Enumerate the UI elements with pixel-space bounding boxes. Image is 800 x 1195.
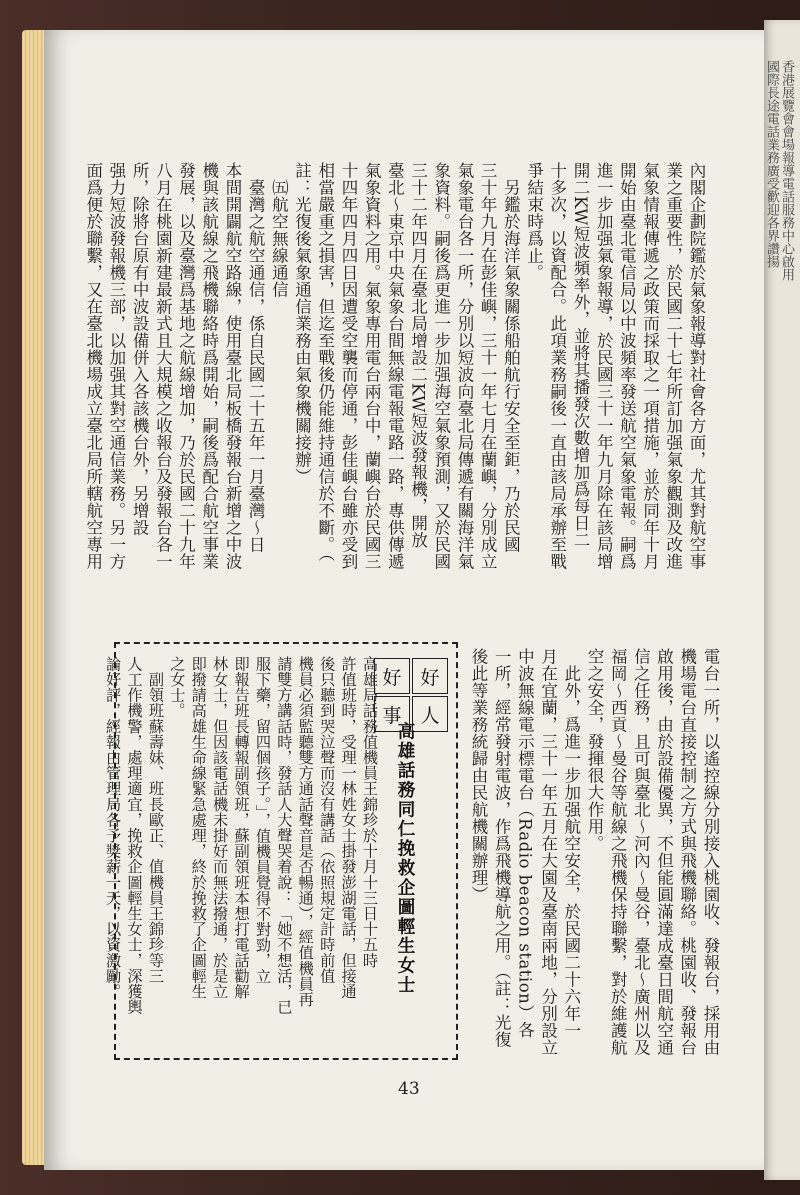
text-column: 一所，經常發射電波，作爲飛機導航之用。（註：光復: [492, 648, 512, 1048]
text-column: 爭結束時爲止。: [524, 162, 544, 281]
stamp-char-3: 好: [374, 658, 410, 694]
text-column: 後此等業務統歸由民航機關辦理）: [468, 648, 488, 903]
text-column: 空之安全，發揮很大作用。: [584, 648, 604, 852]
text-column: 福岡～西貢～曼谷等航線之飛機保持聯繫，對於維護航: [608, 648, 628, 1056]
text-column: 信之任務，且可與臺北～河內～曼谷，臺北～廣州以及: [631, 648, 651, 1056]
text-column: ㈤航空無線通信: [269, 162, 289, 298]
next-page-ghost-text: 香港展覽會會場報導電話服務中心啟用 國際長途電話業務廣受歡迎各界讚揚: [764, 60, 794, 281]
notice-title: 高雄話務同仁挽救企圖輕生女士: [395, 722, 415, 995]
text-column: 面爲便於聯繫，又在臺北機場成立臺北局所轄航空專用: [83, 162, 103, 570]
text-column: 後只聽到哭泣聲而沒有講話（依照規定計時前值: [318, 656, 337, 984]
text-column: 十四年四月四日因遭受空襲而停通，彭佳嶼台雖亦受到: [338, 162, 358, 570]
text-column: 强力短波發報機三部，以加强其對空通信業務。另一方: [106, 162, 126, 570]
text-column: 相當嚴重之損害，但迄至戰後仍能維持通信於不斷。（: [315, 162, 335, 562]
text-column: 許值班時，受理一林姓女士掛發澎湖電話，但接通: [339, 656, 358, 1000]
text-column: 論好評，經報由管理局各予獎薪一天，以資激勵。: [104, 656, 123, 1000]
text-column: 進一步加强氣象報導，於民國三十一年九月除在該局增: [594, 162, 614, 570]
text-column: 即報告班長轉報副領班，蘇副領班本想打電話勸解: [232, 656, 251, 1000]
text-column: 臺北～東京中央氣象台間無線電報電路一路，專供傳遞: [385, 162, 405, 570]
text-column: 註：光復後氣象通信業務由氣象機關接辦）: [292, 162, 312, 485]
text-column: 中波無線電示標電台（Radio beacon station）各: [515, 648, 535, 1039]
text-column: 請雙方講話時，發話人大聲哭着說：「她不想活，已: [275, 656, 294, 1015]
text-column: 之女士。: [168, 656, 187, 719]
text-column: 此外，爲進一步加强航空安全，於民國二十六年一: [561, 648, 581, 1039]
text-column: 十多次，以資配合。此項業務嗣後一直由該局承辦至戰: [547, 162, 567, 570]
text-column: 高雄局話務值機員王錦珍於十月十三日十五時: [361, 656, 379, 968]
text-column: 三十二年四月在臺北局增設二KW短波發報機，開放: [408, 162, 428, 549]
text-column: 服下藥，留四個孩子。」，值機員覺得不對勁，立: [253, 656, 272, 984]
text-column: 三十年九月在彭佳嶼，三十一年七月在蘭嶼，分別成立: [478, 162, 498, 570]
text-column: 開始由臺北電信局以中波頻率發送航空氣象電報。嗣爲: [617, 162, 637, 570]
text-column: 所，除將台原有中波設備併入各該機台外，另增設: [130, 162, 150, 536]
text-column: 氣象情報傳遞之政策而採取之一項措施，並於同年十月: [640, 162, 660, 570]
text-column: 臺灣之航空通信，係自民國二十五年一月臺灣～日: [246, 162, 266, 553]
next-page-strip: [764, 20, 800, 1180]
text-column: 月在宜蘭，三十一年五月在大園及臺南兩地，分別設立: [538, 648, 558, 1056]
text-column: 人工作機警，處理適宜，挽救企圖輕生女士，深獲輿: [125, 656, 144, 1015]
text-column: 八月在桃園新建最新式且大規模之收報台及發報台各一: [153, 162, 173, 570]
stamp-char-4: 事: [374, 696, 410, 732]
text-column: 機場電台直接控制之方式與飛機聯絡。桃園收、發報台: [677, 648, 697, 1056]
stamp-char-1: 好: [412, 658, 448, 694]
text-column: 象資料。嗣後爲更進一步加强海空氣象預測，又於民國: [431, 162, 451, 570]
text-column: 機與該航線之飛機聯絡時爲開始，嗣後爲配合航空事業: [199, 162, 219, 570]
text-column: 業之重要性，於民國二十七年所訂加强氣象觀測及改進: [663, 162, 683, 570]
page-number: 43: [398, 1079, 420, 1099]
text-column: 內閣企劃院鑑於氣象報導對社會各方面，尤其對航空事: [687, 162, 706, 570]
text-column: 電台一所，以遙控線分別接入桃園收、發報台，採用由: [701, 648, 720, 1056]
lower-right-text-block: [468, 648, 722, 1056]
text-column: 氣象電台各一所，分別以短波向臺北局傳遞有關海洋氣: [454, 162, 474, 570]
text-column: 啟用後，由於設備優異，不但能圓滿達成臺日間航空通: [654, 648, 674, 1056]
stamp-char-2: 人: [412, 696, 448, 732]
text-column: 氣象資料之用。氣象專用電台兩台中，蘭嶼台於民國三: [362, 162, 382, 570]
text-column: 即撥請高雄生命線緊急處理，終於挽救了企圖輕生: [189, 656, 208, 1000]
text-column: 本間開闢航空路線，使用臺北局板橋發報台新增之中波: [222, 162, 242, 570]
text-column: 發展，以及臺灣爲基地之航線增加，乃於民國二十九年: [176, 162, 196, 570]
notice-body: [104, 656, 380, 1048]
upper-text-block: [83, 162, 708, 624]
text-column: 機員必須監聽雙方通話聲音是否暢通），經值機員再: [296, 656, 315, 1008]
text-column: 副領班蘇壽妹、班長歐正、值機員王錦珍等三: [146, 656, 165, 984]
text-column: 開二KW短波頻率外，並將其播發次數增加爲每日二: [570, 162, 590, 549]
text-column: 林女士，但因該電話機未掛好而無法撥通，於是立: [211, 656, 230, 1000]
text-column: 另鑑於海洋氣象關係船舶航行安全至鉅，乃於民國: [501, 162, 521, 553]
